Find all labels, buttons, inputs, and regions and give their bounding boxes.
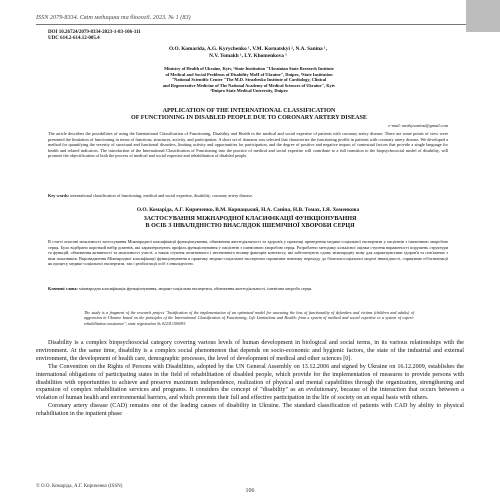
affiliation-line-3: "National Scientific Center "The M.D. Strazhesko Institute of Cardiology, Clinical <box>171 77 327 83</box>
affiliation-line-1: Ministry of Health of Ukraine, Kyiv, ¹State Institution "Ukrainian State Research Institute <box>164 66 334 71</box>
keywords-ua-text: міжнародна класифікація функціонування, медико-соціальна експертиза, обмеження життєдіяльності, ішемічна хвороба серця. <box>79 286 313 291</box>
page-number: 106 <box>245 488 255 494</box>
title-ua-line-2: В ОСІБ З ІНВАЛІДНІСТЮ ВНАСЛІДОК ІШЕМІЧНОЇ ХВОРОБИ СЕРЦЯ <box>145 223 355 230</box>
abstract-ua: В статті описані можливості застосування Міжнародної класифікації функціонування, обмеження життєдіяльності та здоров'я у практиці проведення медико-соціальної експертизи у пацієнтів з ішемічною хворобою серця. Було відібрано короткий набір доменів, які характеризують профіль функціонування у пацієнтів з ішемічною хворобою серця. Розроблено методику кількісної оцінки ступеня вираженості порушень структури та функцій, обмеження активності та можливості участі, а також ступеня позитивного і негативного впливу факторів контексту, які забезпечують єдину міжнародну мову для характеристики здоров'я та пов'язаних з ним показників. Впровадження Міжнародної класифікації функціонування в практику медико-соціальної експертизи сприятиме повному переходу до біопсихосоціальної моделі інвалідності, сприятиме об'єктивізації як процесу медико-соціальної експертизи, так і реабілітації осіб з інвалідністю. <box>48 239 448 267</box>
keywords-en-text: international classification of functioning, medical and social expertise, disability, coronary artery disease. <box>70 193 253 198</box>
affiliation-line-5: ³Dnipro State Medical University, Dnipro <box>210 88 288 94</box>
keywords-en-label: Key words: <box>48 193 70 198</box>
study-note: The study is a fragment of the research project "Justification of the implementation of an optimized model for assessing the loss of functionality of defenders and victims (children and adults) of aggression in Ukraine based on the principles of the International Classification of Functioning, Life Limitations and Health: from a system of medical and social expertise to a system of expert-rehabilitation assistance", state registration № 0123U100093. <box>84 310 414 326</box>
title-en-line-2: OF FUNCTIONING IN DISABLED PEOPLE DUE TO CORONARY ARTERY DISEASE <box>131 115 367 122</box>
paragraph-1: Disability is a complex biopsychosocial category covering various levels of human development in biological and social terms, in its various relationships with the environment. At the same time, disability is a complex social phenomenon that depends on socio-economic and hygienic factors, the state of the industrial and external environment, the development of health care, demographic processes, the level of development of medical and other sciences [0]. <box>36 340 464 362</box>
paragraph-3: Coronary artery disease (CAD) remains one of the leading causes of disability in Ukraine. The standard classification of patients with CAD by ability to physical rehabilitation in the inpatient phase <box>36 403 464 418</box>
copyright: © О.О. Комаріда, А.Г. Кириченко (ISSN) <box>36 484 123 489</box>
contact-email: e-mail: medsysoninst@gmail.com <box>388 123 448 128</box>
authors-en <box>78 46 418 59</box>
authors-ua: О.О. Комаріда, А.Г. Кириченко, В.М. Корнацький, Н.А. Саніна, Н.В. Томах, І.Я. Хоменкова <box>136 207 360 213</box>
article-title-ua <box>62 216 438 231</box>
udc-line: UDC 614.2-614.12-005.4 <box>48 36 100 41</box>
doi-block <box>48 30 141 42</box>
affiliation-line-2: of Medical and Social Problems of Disability MoH of Ukraine", Dnipro, ²State Institution <box>165 71 333 77</box>
title-ua-line-1: ЗАСТОСУВАННЯ МІЖНАРОДНОЇ КЛАСИФІКАЦІЇ ФУНКЦІОНУВАННЯ <box>143 216 357 222</box>
doi-line: DOI 10.26724/2079-8334-2023-1-83-106-111 <box>48 30 141 35</box>
main-text <box>36 340 464 419</box>
running-header <box>36 12 466 25</box>
affiliation-line-4: and Regenerative Medicine of The National Academy of Medical Sciences of Ukraine", Kyiv <box>162 82 336 88</box>
keywords-ua <box>48 286 448 292</box>
authors-line-2: N.V. Tomakh ¹, I.Y. Khomenkova ¹ <box>209 52 287 59</box>
affiliations <box>54 66 444 94</box>
article-title-en <box>54 108 444 123</box>
title-en-line-1: APPLICATION OF THE INTERNATIONAL CLASSIFICATION <box>162 108 336 114</box>
header-gray-block <box>466 0 500 32</box>
paragraph-2: The Convention on the Rights of Persons with Disabilities, adopted by the UN General Assembly on 13.12.2006 and signed by Ukraine on 16.12.2009, establishes the international obligations of participating states in the field of rehabilitation of disabled people, which provide for the implementation of measures to provide persons with disabilities with opportunities to achieve and preserve maximum independence, realization of physical and mental capabilities through the organization, strengthening and expansion of complex rehabilitation services and programs. It considers the concept of "disability" as an evolutionary, because of the interaction that occurs between a violation of human health and environmental barriers, and which prevents their full and effective participation in the life of society on an equal basis with others. <box>36 363 464 402</box>
authors-line-1: O.O. Komarida, A.G. Kyrychenko ¹, V.M. Kornatskyi ², N.A. Sanina ¹, <box>169 46 327 52</box>
journal-header: ISSN 2079-8334. Світ медицини та біології. 2023. № 1 (83) <box>36 14 191 21</box>
abstract-en: The article describes the possibilities of using the International Classification of Functioning, Disability and Health in the medical and social expertise of patients with coronary artery disease. There are some points of view were presented the limitation of functioning in terms of functions, structures, activity, and participation. A short set of domains was selected that characterize the functioning profile in patients with coronary artery disease. We developed a method for quantifying the severity of structural and functional disorders, limiting activity and opportunities for participation, and the degree of positive and negative impact of contextual factors that provide a single language for health and related indicators. The introduction of the International Classification of Functioning into the practice of medical and social expertise will contribute to a full transition to the biopsychosocial model of disability, will promote the objectification of both the process of medical and social expertise and rehabilitation of disabled people. <box>48 131 448 159</box>
keywords-ua-label: Ключові слова: <box>48 286 78 291</box>
keywords-en <box>48 193 448 199</box>
